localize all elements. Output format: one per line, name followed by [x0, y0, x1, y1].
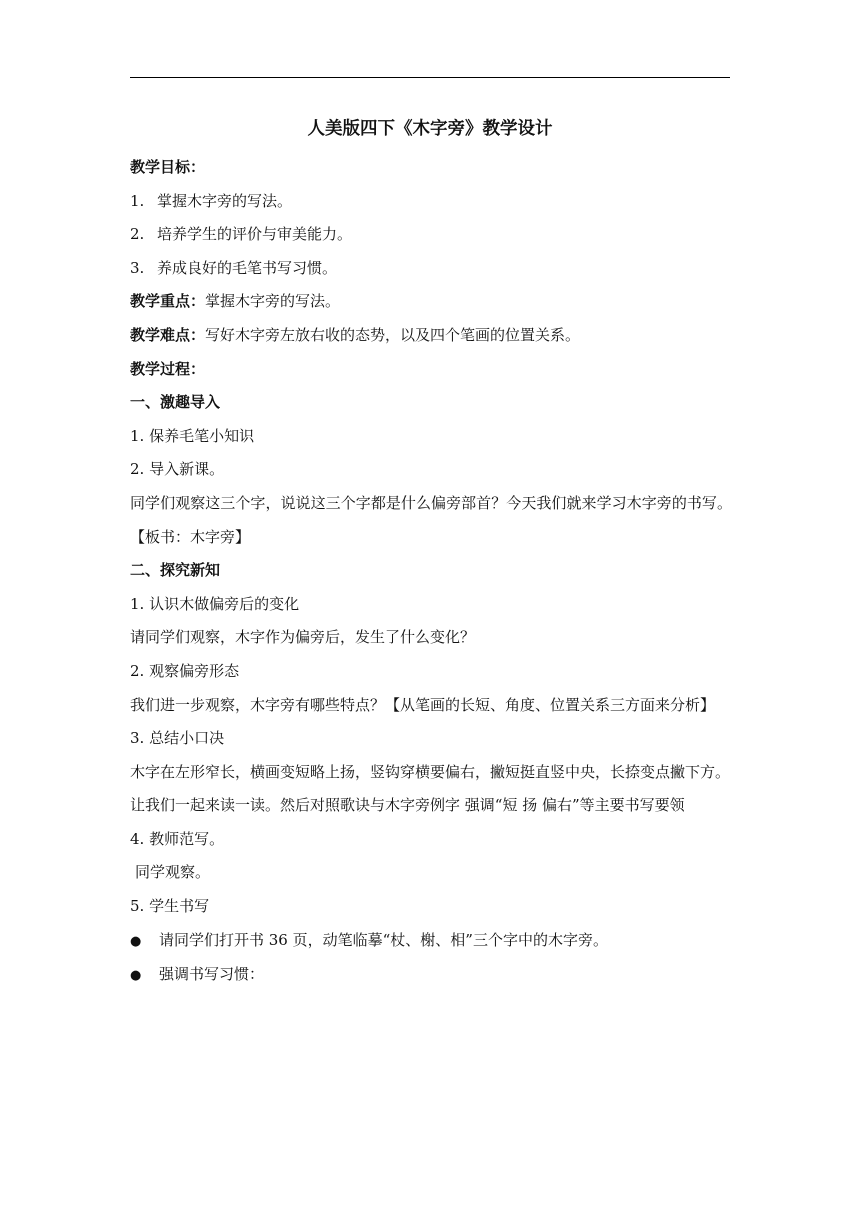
difficulty-text: 写好木字旁左放右收的态势，以及四个笔画的位置关系。 [205, 325, 581, 344]
key-point [130, 285, 732, 319]
step-item: 4. 教师范写。 [130, 829, 225, 848]
difficulty-label: 教学难点： [130, 325, 206, 344]
key-point-label: 教学重点： [130, 292, 206, 311]
goal-item [130, 252, 732, 286]
bullet-item [130, 924, 732, 959]
bullet-item [130, 958, 732, 993]
header-rule [130, 77, 730, 78]
key-point-text: 掌握木字旁的写法。 [205, 292, 341, 311]
process-heading: 教学过程： [130, 359, 206, 378]
paragraph: 我们进一步观察，木字旁有哪些特点？【从笔画的长短、角度、位置关系三方面来分析】 [130, 695, 716, 714]
goal-number: 2. [130, 225, 145, 244]
paragraph: 请同学们观察，木字作为偏旁后，发生了什么变化？ [130, 628, 476, 647]
section-heading: 一、激趣导入 [130, 393, 221, 412]
bullet-text: 请同学们打开书 36 页，动笔临摹“杖、榭、相”三个字中的木字旁。 [159, 930, 608, 949]
goal-number: 1. [130, 191, 145, 210]
goal-number: 3. [130, 258, 145, 277]
step-item: 2. 导入新课。 [130, 460, 225, 479]
bullet-dot-icon: ● [130, 968, 142, 984]
paragraph: 同学观察。 [135, 863, 211, 882]
step-item: 1. 保养毛笔小知识 [130, 426, 255, 445]
difficulty-point [130, 319, 732, 353]
bullet-text: 强调书写习惯： [159, 965, 265, 984]
step-item: 5. 学生书写 [130, 897, 210, 916]
goal-item [130, 185, 732, 219]
paragraph: 让我们一起来读一读。然后对照歌诀与木字旁例字 强调“短 扬 偏右”等主要书写要领 [130, 796, 685, 815]
section-heading: 二、探究新知 [130, 561, 221, 580]
paragraph: 木字在左形窄长，横画变短略上扬，竖钩穿横要偏右，撇短挺直竖中央，长捺变点撇下方。 [130, 762, 731, 781]
step-item: 1. 认识木做偏旁后的变化 [130, 594, 300, 613]
goals-heading: 教学目标： [130, 158, 206, 176]
page-title: 人美版四下《木字旁》教学设计 [307, 119, 553, 139]
bullet-dot-icon: ● [130, 933, 142, 949]
step-item: 2. 观察偏旁形态 [130, 661, 240, 680]
step-item: 3. 总结小口决 [130, 729, 225, 748]
goal-text: 掌握木字旁的写法。 [157, 191, 293, 210]
paragraph: 同学们观察这三个字，说说这三个字都是什么偏旁部首？今天我们就来学习木字旁的书写。【板书：木字旁】 [130, 493, 732, 546]
goal-text: 培养学生的评价与审美能力。 [157, 225, 353, 244]
goal-item [130, 218, 732, 252]
document-body [130, 151, 732, 993]
goal-text: 养成良好的毛笔书写习惯。 [157, 258, 338, 277]
